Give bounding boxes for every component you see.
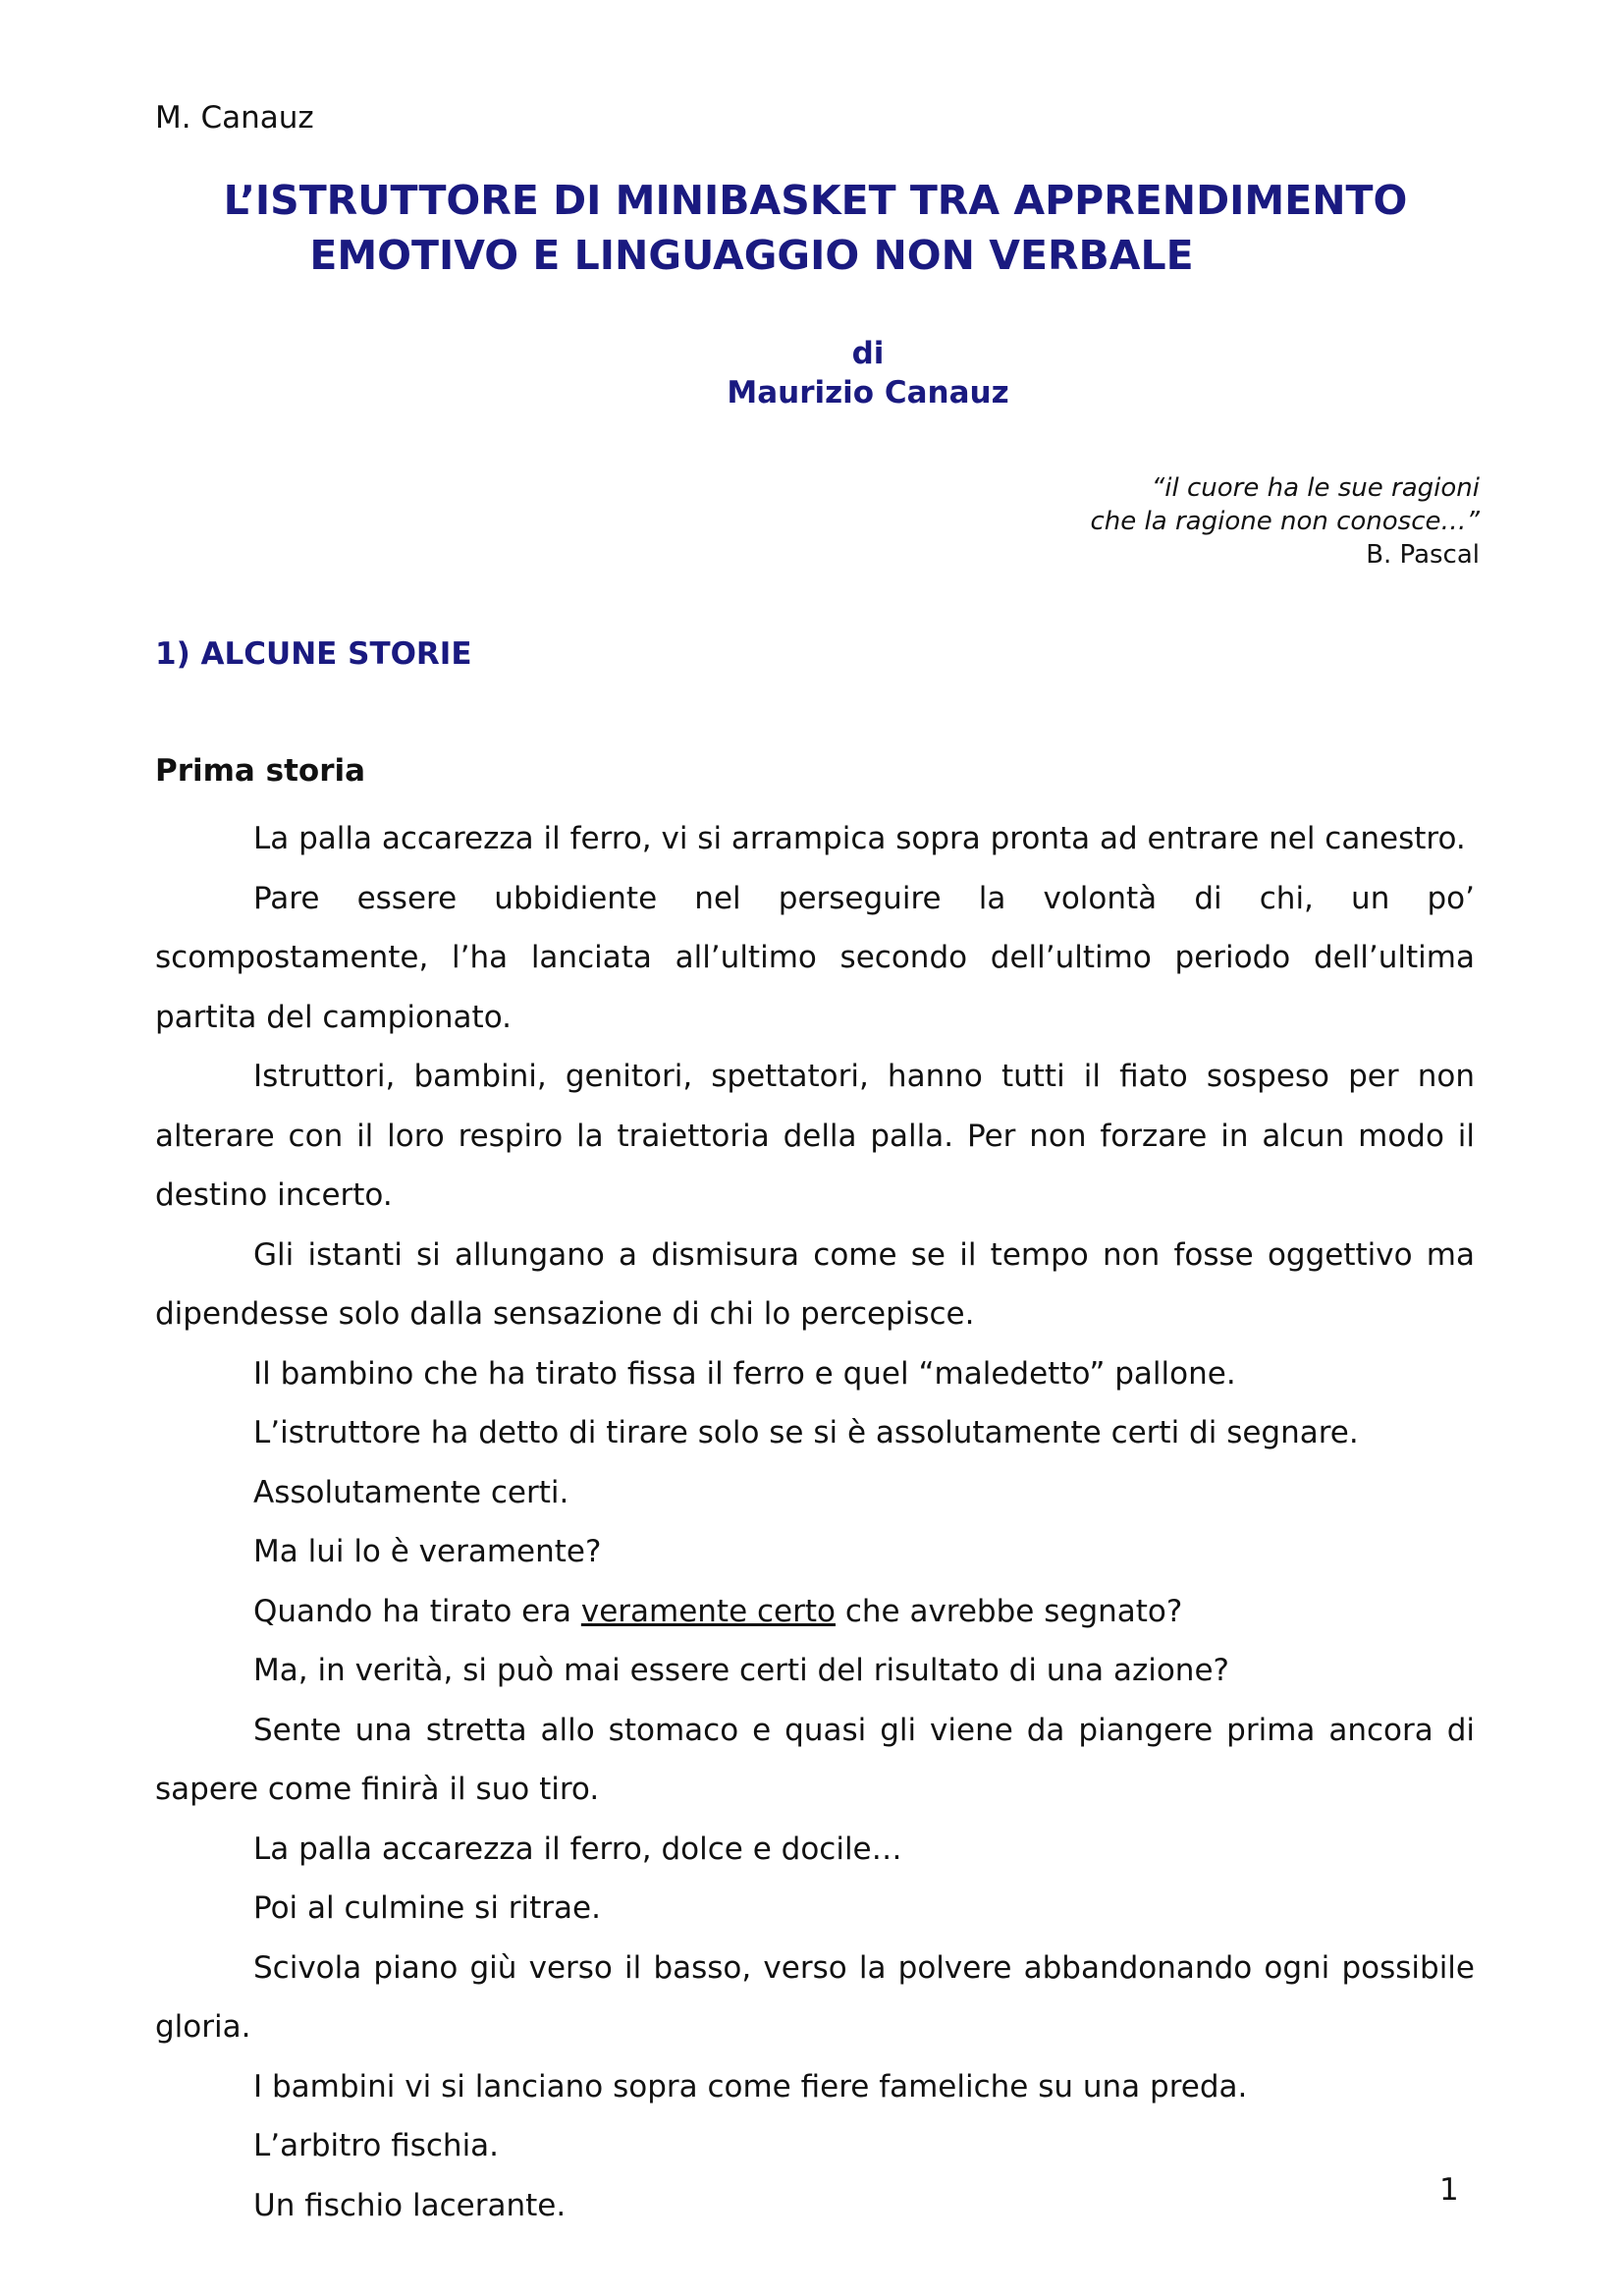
paragraph: Assolutamente certi. (253, 1474, 569, 1510)
byline (155, 334, 1581, 412)
paragraph: Ma, in verità, si può mai essere certi del risultato di una azione? (253, 1653, 1229, 1688)
paragraph: Poi al culmine si ritrae. (253, 1890, 601, 1926)
paragraph (155, 1582, 1475, 1642)
quote-attribution: B. Pascal (1366, 540, 1480, 570)
paragraph: Ma lui lo è veramente? (253, 1534, 602, 1569)
paragraph: I bambini vi si lanciano sopra come fiere fameliche su una preda. (253, 2068, 1248, 2105)
paragraph: La palla accarezza il ferro, vi si arrampica sopra pronta ad entrare nel canestro. (253, 821, 1466, 856)
paragraph: Istruttori, bambini, genitori, spettatori, hanno tutti il fiato sospeso per non alterare con il loro respiro la traiettoria della palla. Per non forzare in alcun modo il destino incerto. (155, 1059, 1475, 1213)
paragraph-text: che avrebbe segnato? (835, 1593, 1183, 1629)
paragraph: Il bambino che ha tirato fissa il ferro e quel “maledetto” pallone. (253, 1355, 1236, 1392)
paragraph-text: Quando ha tirato era (253, 1593, 581, 1629)
epigraph-quote (1091, 471, 1480, 572)
paragraph: Sente una stretta allo stomaco e quasi gli viene da piangere prima ancora di sapere come finirà il suo tiro. (155, 1712, 1475, 1807)
byline-author: Maurizio Canauz (727, 375, 1009, 410)
quote-line-1: “il cuore ha le sue ragioni (1151, 473, 1480, 503)
byline-di: di (851, 336, 885, 371)
title-line-2: EMOTIVO E LINGUAGGIO NON VERBALE (309, 232, 1194, 279)
page-number: 1 (1439, 2172, 1459, 2208)
sub-heading: Prima storia (155, 753, 366, 789)
paragraph: La palla accarezza il ferro, dolce e docile… (253, 1831, 902, 1867)
document-title (155, 173, 1476, 283)
body-text (155, 809, 1475, 2235)
paragraph: L’arbitro fischia. (253, 2128, 500, 2163)
paragraph: Un fischio lacerante. (253, 2187, 567, 2223)
underlined-text: veramente certo (580, 1593, 836, 1629)
paragraph: Pare essere ubbidiente nel perseguire la volontà di chi, un po’ scompostamente, l’ha lanciata all’ultimo secondo dell’ultimo periodo dell’ultima partita del campionato. (155, 880, 1475, 1035)
quote-line-2: che la ragione non conosce…” (1090, 507, 1480, 536)
title-line-1: L’ISTRUTTORE DI MINIBASKET TRA APPRENDIMENTO (223, 177, 1408, 224)
header-author: M. Canauz (155, 100, 314, 136)
paragraph: Scivola piano giù verso il basso, verso la polvere abbandonando ogni possibile gloria. (155, 1949, 1475, 2045)
section-heading: 1) ALCUNE STORIE (155, 636, 472, 672)
paragraph: Gli istanti si allungano a dismisura come se il tempo non fosse oggettivo ma dipendesse solo dalla sensazione di chi lo percepisce. (155, 1236, 1475, 1332)
paragraph: L’istruttore ha detto di tirare solo se si è assolutamente certi di segnare. (253, 1415, 1359, 1450)
